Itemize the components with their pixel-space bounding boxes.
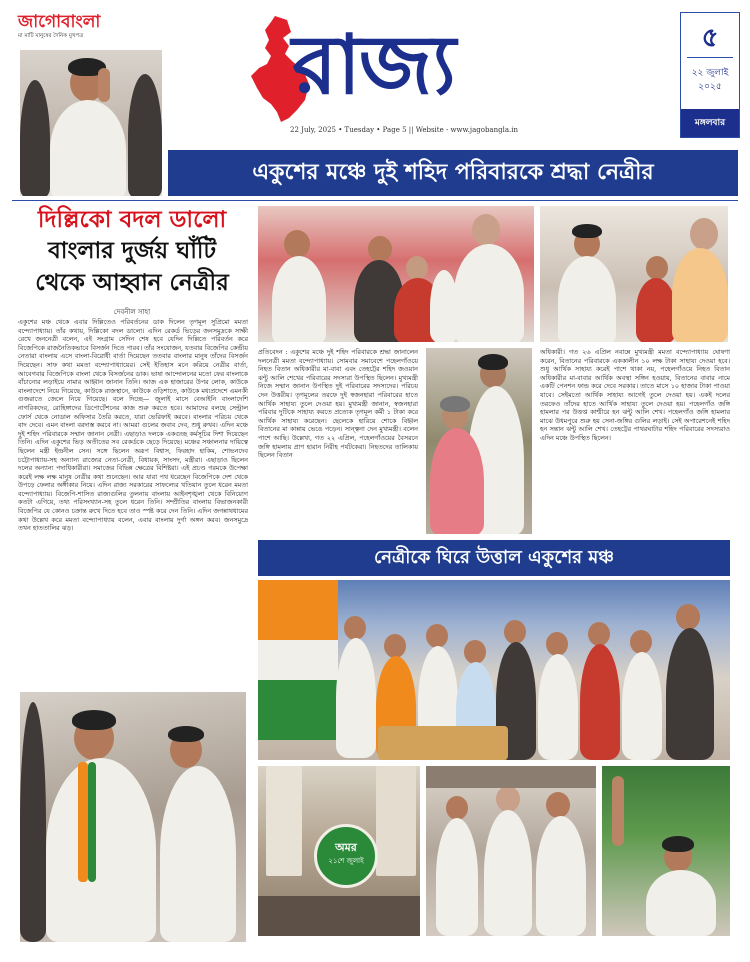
middle-story-col3: অধিকারী। গত ২৬ এপ্রিল নবান্নে মুখ্যমন্ত্রী মমতা বন্দ্যোপাধ্যায় ঘোষণা করেন, বিতানের পরিবারকে এককালীন ১০ লক্ষ টাকা সাহায্য দেওয়া হবে। শুধু আর্থিক সাহায্য করেই পাশে থাকা নয়, পহেলগাঁওয়ে নিহত বিতান অধিকারীর মা-বাবার আর্থিক অবস্থা সঙ্গিন হওয়ায়, বিতানের বাবার নামে একটি পেনশন ফান্ড করে দেবে সরকার। তাতে মাসে ১০ হাজার টাকা পাওয়া যাবে। সেইমতো আর্থিক সাহায্য আগেই তুলে দেওয়া হয়। একই দলের তরফেও তাঁদের হাতে আর্থিক সাহায্য তুলে দেওয়া হয়। পহেলগাঁও জঙ্গি হামলার পর উত্তপ্ত কাশ্মীরে হন ঝন্টু আলি শেখ। পহেলগাঁও জঙ্গি হামলার মাঝে উধমপুরে শুরু হয় সেনা-জঙ্গির গুলির লড়াই। সেই অপারেশনেই শহিদ হন সন্তান ঝন্টু আলি শেখ। তেহট্টের পাথরঘাটার শহিদ পরিবারের সদস্যরাও এদিন মঞ্চে উপস্থিত ছিলেন।: [540, 348, 730, 442]
page-number: ৫: [701, 23, 719, 53]
brand-tagline: মা মাটি মানুষের দৈনিক মুখপত্র: [18, 33, 84, 39]
lead-story-body: একুশের মঞ্চ থেকে এবার দিল্লিতেও পরিবর্তনের ডাক দিলেন তৃণমূল সুপ্রিমো মমতা বন্দ্যোপাধ্যায়। তাঁর কথায়, দিল্লিকো বদল ডালো। এদিন রেকর্ড ভিড়ের জনসমুদ্রকে সাক্ষী রেখে জননেত্রী বলেন, এই সংগ্রাম সেদিন শেষ হবে যেদিন দিল্লিতে পরিবর্তন করে বিজেপিকে রাজনৈতিকভাবে বিসর্জন দিতে পারব। তাঁর সংযোজন, যতবার বিজেপির কেন্দ্রীয় নেতারা বাংলায় এসে বাংলা-বিরোধী বার্তা দিয়েছেন ততবার বাংলার মানুষ তাঁদের বিসর্জন দিয়েছেন। সাফ কথা মমতা বন্দ্যোপাধ্যায়ের। সেই ইতিহাস মনে করিয়ে নেত্রীর বার্তা, আবেগবার বিজেপিকে বাংলা থেকে বিসর্জনের ডাক। ভাষা আন্দোলনের মতো ফের বাংলাকে বাঁচানোর লড়াইয়ে নামার আহ্বান জানান তিনি। আজ এক হাজারের উপর লোক, কাউকে বাংলাদেশে নিয়ে গিয়েছে, কাউকে রাজস্থানে, কাউকে ওড়িশাতে, কাউকে মধ্যপ্রদেশে এমনকী গুজরাতে জেলে নিয়ে গিয়েছে। বলে দিচ্ছে— জুলাই মাসে বেআইনি বাংলাদেশি নাগরিকদের, রোহিঙ্গাদের ডিপোর্টেশনের কাজ শুরু করতে হবে। আমাদের বলছে সেন্ট্রাল ফোর্স থেকে নোডাল অফিসার তৈরি করতে, যারা ভেরিফাই করবে। বাংলার পরিচয় থেকে বাদ দেবে। এমন বাংলা বরদাস্ত করবে না। আমরা গুলের জবাব দেব, শুধু রুখব। এদিন মঞ্চে দুই শহিদ পরিবারকে সম্মান জানান নেত্রী। এছাড়াও দলকে একগুচ্ছ কর্মসূচির দিশা দিয়েছেন তিনি। এদিন একুশের ভিড় অতীতের সব রেকর্ডকে ছেড়ে দিয়েছে। মঞ্চের সঞ্চালনার দায়িত্বে ছিলেন মন্ত্রী ইন্দ্রনীল সেন। সঙ্গে ছিলেন অরূপ বিশ্বাস, ফিরহাদ হাকিম, শোভনদেব চট্টোপাধ্যায়-সহ অন্যান্য রাজ্যের নেতা-নেত্রী, বিধায়ক, সাংসদ, মন্ত্রীরা। এছাড়াও ছিলেন দলের অন্যান্য পদাধিকারীরা। সমাজের বিভিন্ন ক্ষেত্রের বিশিষ্টরা। এই প্রচণ্ড গরমকে উপেক্ষা করেই লক্ষ লক্ষ মানুষ নেত্রীর কথা শুনেছেন। আর যারা পথ ধরেছেন বিজেপিকে দেশ থেকে উপড়ে ফেলার অঙ্গীকার নিয়ে। এদিন রাজ্য সরকারের সাফল্যের খতিয়ান তুলে ধরেন মমতা বন্দ্যোপাধ্যায়। বিজেপি-শাসিত রাজ্যগুলির তুলনায় বাংলায় আইনশৃঙ্খলা থেকে বিনিয়োগ কতটা এগিয়ে, তথ্য পরিসংখ্যান-সহ তুলে ধরেন তিনি। সম্প্রীতির বাংলায় বিভাজনকারী বিজেপির যে কোনও চক্রান্ত রুখে দিতে হবে তাও স্পষ্ট করে দেন তিনি। এদিন জগন্নাথধামের কথা উল্লেখ করে মমতা বন্দ্যোপাধ্যায় বলেন, এবার বাংলায় দুর্গা অঙ্গন করব। জনসমুদ্রে তখন হাততালির ঝড়।: [18, 318, 248, 533]
second-banner: [258, 540, 730, 576]
lead-headline-2: বাংলার দুর্জয় ঘাঁটি: [47, 238, 217, 264]
lead-headline-1: দিল্লিকো বদল ডালো: [37, 207, 227, 233]
emotional-embrace-photo: [426, 348, 532, 534]
leader-with-elder-photo: [540, 206, 728, 342]
street-rally-photo: [258, 766, 420, 936]
stage-crowd-photo: [258, 580, 730, 760]
top-banner: [168, 150, 738, 196]
date-bengali: ২২ জুলাই: [691, 68, 729, 78]
rule: [12, 200, 738, 201]
leader-hugging-photo: [426, 766, 596, 936]
lead-headline-3: থেকে আহ্বান নেত্রীর: [35, 270, 229, 296]
cutout-line2: ২১শে জুলাই: [328, 857, 364, 865]
brand-logo: [18, 12, 158, 48]
leader-waving-photo: [20, 50, 162, 196]
year-bengali: ২০২৫: [698, 82, 722, 92]
amar-ekushe-cutout: [314, 824, 378, 888]
brand-name: জাগোবাংলা: [18, 12, 101, 32]
lead-byline: দেবনীল সাহা: [113, 308, 151, 316]
cutout-line1: অমর: [335, 841, 357, 854]
leader-speaking-photo: [602, 766, 730, 936]
section-title: রাজ্য: [292, 18, 455, 113]
top-banner-headline: একুশের মঞ্চে দুই শহিদ পরিবারকে শ্রদ্ধা নেত্রীর: [252, 160, 654, 185]
second-banner-headline: নেত্রীকে ঘিরে উত্তাল একুশের মঞ্চ: [373, 547, 615, 568]
middle-story-col1: প্রতিবেদন : একুশের মঞ্চে দুই শহিদ পরিবারকে শ্রদ্ধা জানালেন দলনেত্রী মমতা বন্দ্যোপাধ্যায়। সোমবার সমাবেশে পহেলগাঁওয়ে নিহত বিতান অধিকারীর মা-বাবা এবং তেহট্টের শহিদ জওয়ান ঝন্টু আলি শেখের পরিবারের সদস্যরা উপস্থিত ছিলেন। মুখ্যমন্ত্রী নিজে সম্মান জানান উপস্থিত দুই পরিবারের সদস্যদের। পরিচয় দেন উত্তরীয়। তৃণমূলের তরফে দুই স্বজনহারা পরিবারের হাতে আর্থিক সাহায্য তুলে দেওয়া হয়। মুখ্যমন্ত্রী জানান, স্বজনহারা পরিবার দুটিকে সাহায্য করতে প্রত্যেক তৃণমূল কর্মী ১ টাকা করে আর্থিক সাহায্য করেছেন। ছেলেকে হারিয়ে শোকে বিহ্বল বিতানের মা কান্নায় ভেঙে পড়েন। সান্ত্বনা দেন মুখ্যমন্ত্রী। বলেন পাশে আছি। উল্লেখ্য, গত ২২ এপ্রিল, পহেলগাঁওয়ের বৈসরনে জঙ্গি হামলায় প্রাণ হারান নিরীহ পর্যটকেরা। নিহতদের তালিকায় ছিলেন বিতান: [258, 348, 418, 460]
leader-greeting-photo: [20, 692, 246, 942]
date-box: [680, 12, 740, 138]
weekday-bengali: মঙ্গলবার: [681, 109, 739, 137]
dateline: 22 July, 2025 • Tuesday • Page 5 || Website - www.jagobangla.in: [290, 126, 518, 134]
stage-tribute-photo: [258, 206, 534, 342]
